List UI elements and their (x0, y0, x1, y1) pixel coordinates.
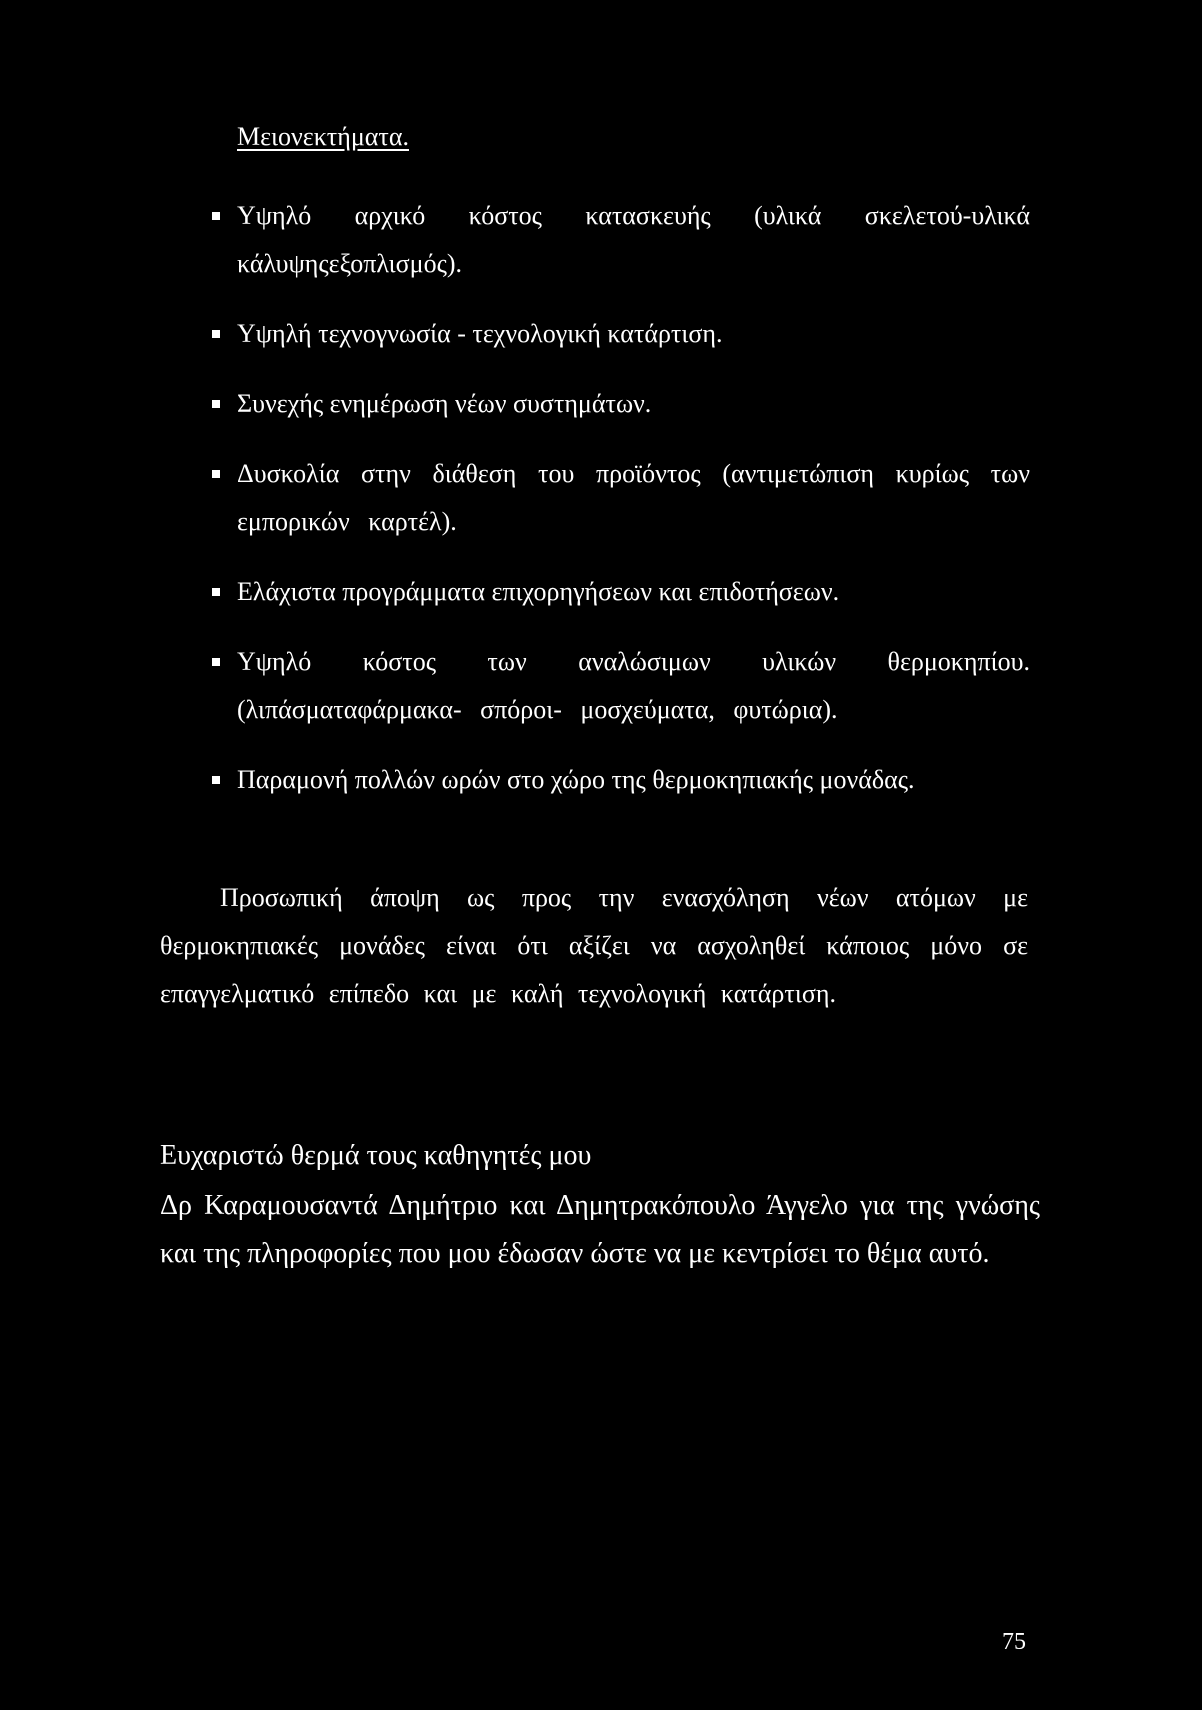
list-item (212, 568, 1030, 616)
list-item-text: Παραμονή πολλών ωρών στο χώρο της θερμοκηπιακής μονάδας. (237, 765, 915, 794)
list-item (212, 310, 1030, 358)
list-item-text: Υψηλό κόστος των αναλώσιμων υλικών θερμοκηπίου. (λιπάσματαφάρμακα- σπόροι- μοσχεύματα, φυτώρια). (237, 647, 1030, 724)
square-bullet-icon (212, 588, 220, 596)
list-item-text: Υψηλή τεχνογνωσία - τεχνολογική κατάρτιση. (237, 319, 723, 348)
square-bullet-icon (212, 330, 220, 338)
square-bullet-icon (212, 470, 220, 478)
list-item (212, 450, 1030, 546)
square-bullet-icon (212, 658, 220, 666)
list-item (212, 756, 1030, 804)
acknowledgements (160, 1132, 1040, 1280)
opinion-paragraph: Προσωπική άποψη ως προς την ενασχόληση νέων ατόμων με θερμοκηπιακές μονάδες είναι ότι αξίζει να ασχοληθεί κάποιος μόνο σε επαγγελματικό επίπεδο και με καλή τεχνολογική κατάρτιση. (160, 883, 1028, 1008)
square-bullet-icon (212, 400, 220, 408)
list-item (212, 192, 1030, 288)
list-item (212, 638, 1030, 734)
square-bullet-icon (212, 776, 220, 784)
acknowledgement-text: Δρ Καραμουσαντά Δημήτριο και Δημητρακόπουλο Άγγελο για της γνώσης και της πληροφορίες που μου έδωσαν ώστε να με κεντρίσει το θέμα αυτό. (160, 1190, 1040, 1269)
list-item-text: Συνεχής ενημέρωση νέων συστημάτων. (237, 389, 652, 418)
list-item-text: Υψηλό αρχικό κόστος κατασκευής (υλικά σκελετού-υλικά κάλυψηςεξοπλισμός). (237, 201, 1030, 278)
list-item (212, 380, 1030, 428)
list-item-text: Ελάχιστα προγράμματα επιχορηγήσεων και επιδοτήσεων. (237, 577, 840, 606)
square-bullet-icon (212, 212, 220, 220)
section-heading: Μειονεκτήματα. (237, 122, 409, 151)
page-number: 75 (1002, 1629, 1026, 1655)
disadvantages-list (212, 192, 1030, 826)
list-item-text: Δυσκολία στην διάθεση του προϊόντος (αντιμετώπιση κυρίως των εμπορικών καρτέλ). (237, 459, 1030, 536)
acknowledgement-line: Ευχαριστώ θερμά τους καθηγητές μου (160, 1140, 592, 1171)
